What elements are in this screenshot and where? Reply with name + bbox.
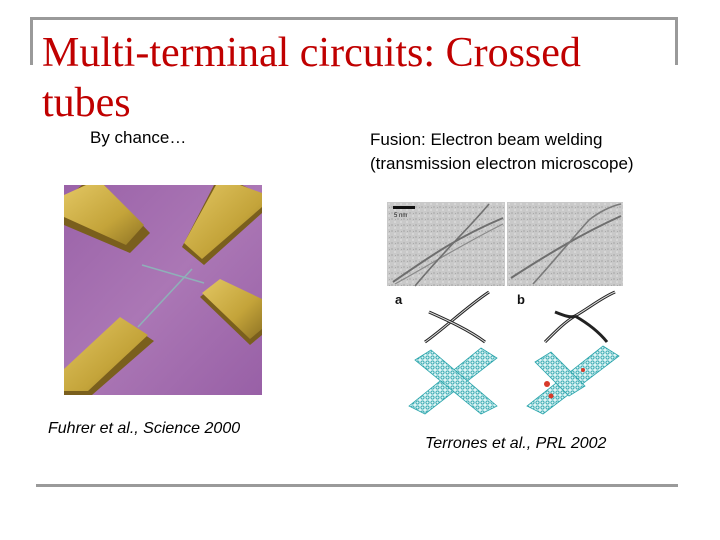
panel-b-label: b (517, 292, 525, 307)
welded-junction-marker (549, 394, 554, 399)
panel-a-label: a (395, 292, 403, 307)
frame-left-line (30, 17, 33, 65)
tem-panel-left (387, 202, 505, 286)
afm-crossed-tubes-image (64, 185, 262, 395)
left-citation: Fuhrer et al., Science 2000 (48, 420, 241, 437)
welded-junction-marker (581, 368, 585, 372)
welded-junction-marker (544, 381, 550, 387)
right-citation: Terrones et al., PRL 2002 (425, 435, 607, 452)
right-caption: Fusion: Electron beam welding (transmission electron microscope) (370, 130, 634, 173)
frame-bottom-line (36, 484, 678, 487)
scale-bar-label: 5 nm (394, 213, 408, 219)
frame-right-line (675, 17, 678, 65)
slide-title: Multi-terminal circuits: Crossed tubes (42, 30, 581, 126)
left-caption: By chance… (90, 128, 187, 147)
tem-panel-right (507, 202, 623, 286)
tem-welded-tubes-image (385, 200, 625, 415)
frame-top-line (30, 17, 678, 20)
